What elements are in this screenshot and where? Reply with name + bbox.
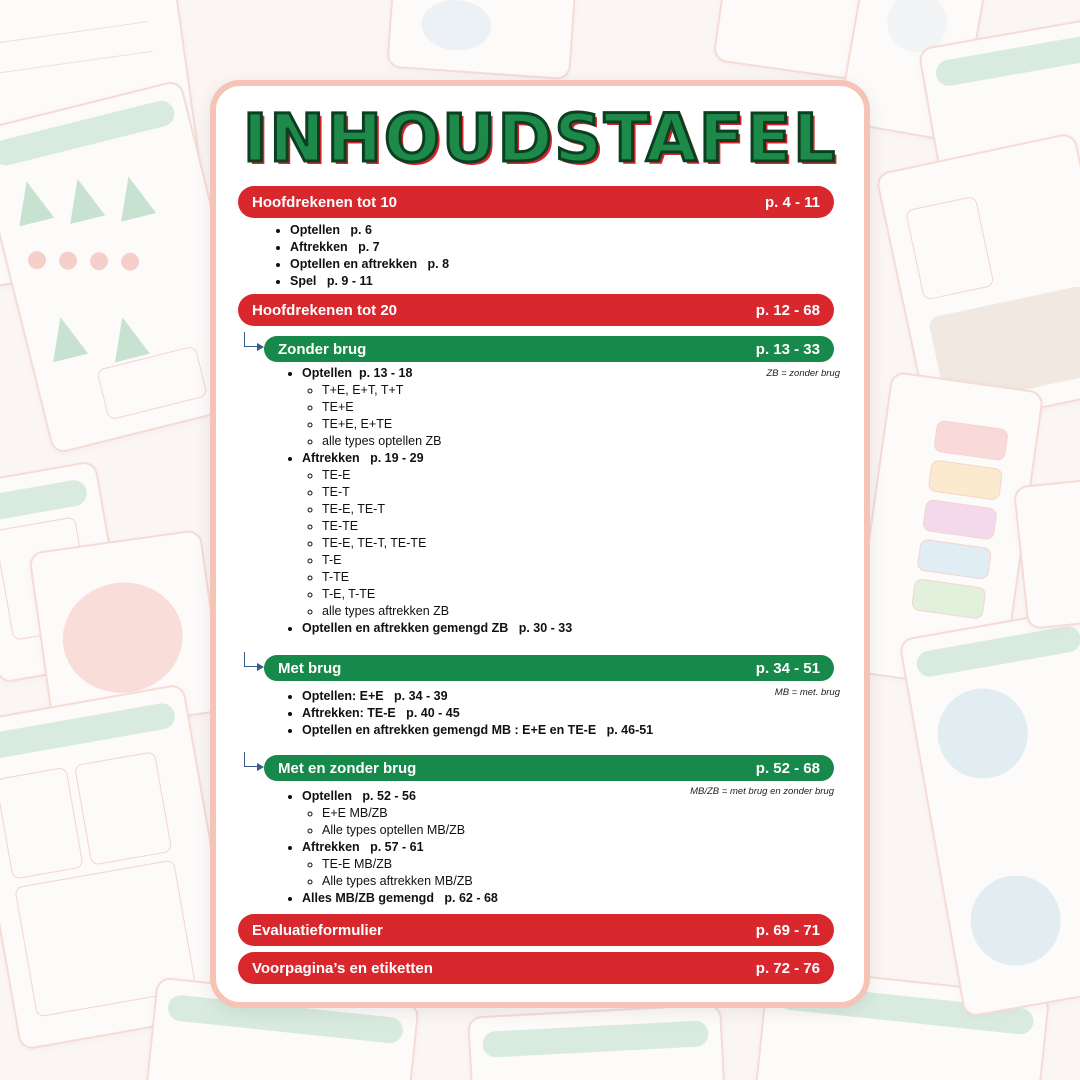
list-item: • Optellen p. 52 - 56 ◦ E+E MB/ZB ◦ Alle types optellen MB/ZB: [302, 788, 498, 839]
list-item: • Aftrekken p. 7: [290, 239, 449, 256]
sublist: [302, 856, 498, 890]
arrow-icon: [244, 652, 257, 667]
note-mb: MB = met. brug: [774, 687, 840, 698]
page-title: INHOUDSTAFEL: [242, 100, 838, 177]
section-pages: p. 34 - 51: [755, 659, 820, 677]
list-item: ◦ TE-E, TE-T: [322, 501, 572, 518]
list-item: • Aftrekken p. 19 - 29 ◦ TE-E ◦ TE-T ◦ TE-E, TE-T ◦ TE-TE ◦ TE-E, TE-T, TE-TE ◦ T-E ◦ T-TE ◦ T-E, T-TE ◦ alle types aftrekken ZB: [302, 450, 572, 620]
section-label: Met brug: [278, 659, 342, 677]
list-item: • Aftrekken: TE-E p. 40 - 45: [302, 705, 653, 722]
bg-igloo-page: [386, 0, 578, 80]
section-bar-hoofdrekenen-20: [238, 294, 834, 326]
list-item: • Spel p. 9 - 11: [290, 273, 449, 290]
list-item: • Optellen en aftrekken p. 8: [290, 256, 449, 273]
list-item: ◦ alle types aftrekken ZB: [322, 603, 572, 620]
note-mzb: MB/ZB = met brug en zonder brug: [690, 786, 834, 797]
section-pages: p. 52 - 68: [755, 759, 820, 777]
list-item: ◦ Alle types optellen MB/ZB: [322, 822, 498, 839]
section-pages: p. 69 - 71: [755, 921, 820, 939]
list-item: • Optellen p. 6: [290, 222, 449, 239]
list-item: • Aftrekken p. 57 - 61 ◦ TE-E MB/ZB ◦ Alle types aftrekken MB/ZB: [302, 839, 498, 890]
bg-worksheet-bottom-2: [467, 1003, 727, 1080]
section-bar-hoofdrekenen-10: [238, 186, 834, 218]
section-pages: p. 4 - 11: [764, 193, 820, 211]
section-label: Evaluatieformulier: [252, 921, 383, 939]
list-item: ◦ TE-E MB/ZB: [322, 856, 498, 873]
list-item: ◦ T-E, T-TE: [322, 586, 572, 603]
section-label: Hoofdrekenen tot 20: [252, 301, 398, 319]
section-bar-evaluatieformulier: [238, 914, 834, 946]
list-item: ◦ alle types optellen ZB: [322, 433, 572, 450]
list-item: ◦ Alle types aftrekken MB/ZB: [322, 873, 498, 890]
sublist: [302, 382, 572, 450]
list-item: ◦ TE-E, TE-T, TE-TE: [322, 535, 572, 552]
arrow-icon: [244, 752, 257, 767]
section-label: Voorpagina’s en etiketten: [252, 959, 433, 977]
toc-card: [210, 80, 870, 1008]
list-zonder-brug: [284, 365, 572, 637]
sublist: [302, 805, 498, 839]
section-label: Zonder brug: [278, 340, 367, 358]
list-item: • Optellen: E+E p. 34 - 39: [302, 688, 653, 705]
list-item: ◦ TE+E: [322, 399, 572, 416]
list-item: • Alles MB/ZB gemengd p. 62 - 68: [302, 890, 498, 907]
section-pages: p. 72 - 76: [755, 959, 820, 977]
list-item: ◦ TE-TE: [322, 518, 572, 535]
list-item: ◦ TE-E: [322, 467, 572, 484]
list-met-brug: [284, 688, 653, 739]
subsection-bar-met-brug: [264, 655, 834, 681]
list-item: ◦ E+E MB/ZB: [322, 805, 498, 822]
list-item: ◦ TE-T: [322, 484, 572, 501]
list-item: ◦ T-E: [322, 552, 572, 569]
note-zb: ZB = zonder brug: [766, 368, 840, 379]
list-item: • Optellen en aftrekken gemengd ZB p. 30 - 33: [302, 620, 572, 637]
arrow-icon: [244, 332, 257, 347]
list-item: • Optellen p. 13 - 18 ◦ T+E, E+T, T+T ◦ TE+E ◦ TE+E, E+TE ◦ alle types optellen ZB: [302, 365, 572, 450]
section-label: Met en zonder brug: [278, 759, 417, 777]
list-item: ◦ TE+E, E+TE: [322, 416, 572, 433]
section-label: Hoofdrekenen tot 10: [252, 193, 398, 211]
list-hoofdrekenen-10: [272, 222, 449, 290]
list-item: • Optellen en aftrekken gemengd MB : E+E en TE-E p. 46-51: [302, 722, 653, 739]
sublist: [302, 467, 572, 620]
section-pages: p. 12 - 68: [755, 301, 820, 319]
bg-santa-page: [898, 606, 1080, 1018]
section-pages: p. 13 - 33: [755, 340, 820, 358]
list-met-en-zonder-brug: [284, 788, 498, 907]
section-bar-voorpaginas: [238, 952, 834, 984]
subsection-bar-zonder-brug: [264, 336, 834, 362]
subsection-bar-met-en-zonder-brug: [264, 755, 834, 781]
list-item: ◦ T+E, E+T, T+T: [322, 382, 572, 399]
bg-worksheet-edge: [1013, 474, 1080, 630]
list-item: ◦ T-TE: [322, 569, 572, 586]
